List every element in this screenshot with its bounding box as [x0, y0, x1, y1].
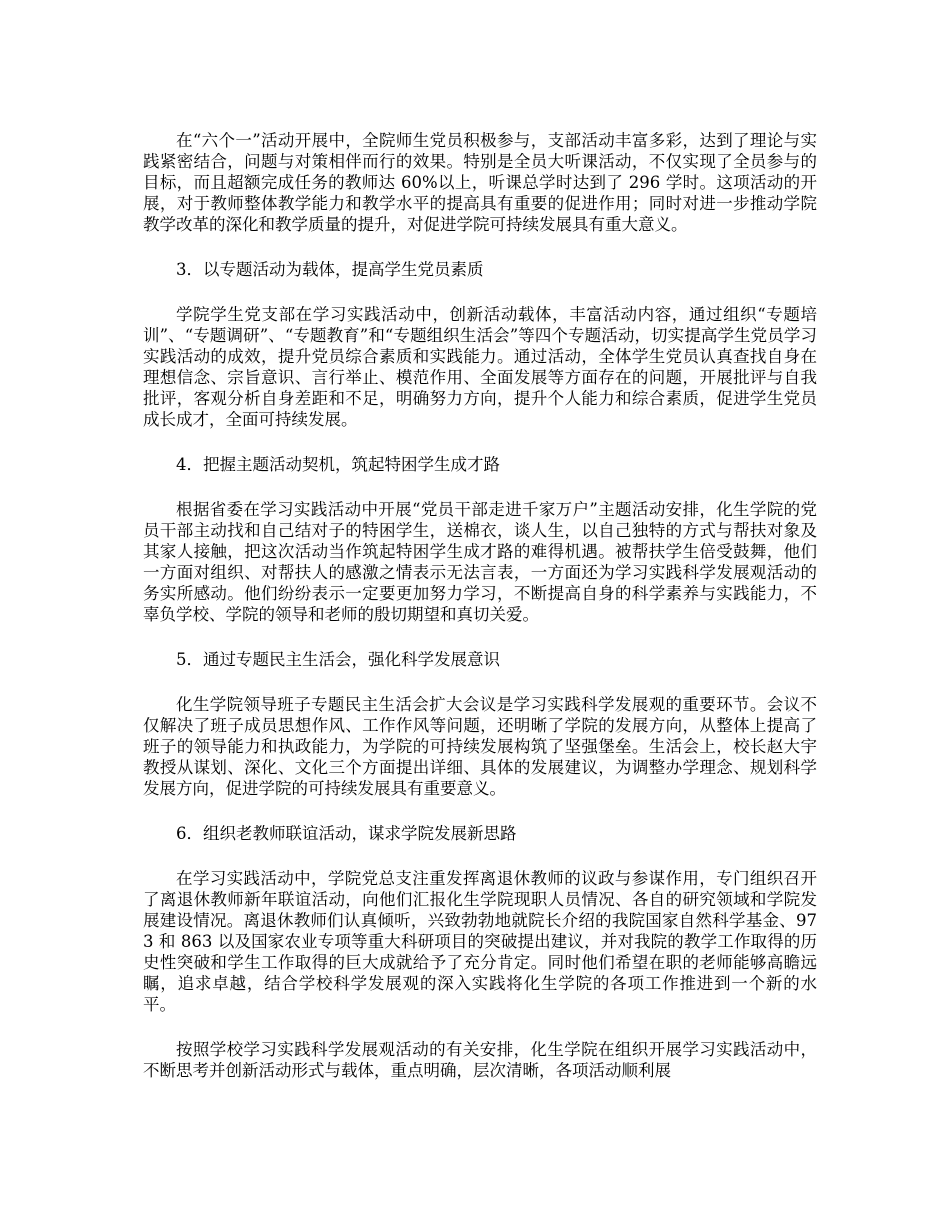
heading-section-6: 6．组织老教师联谊活动，谋求学院发展新思路	[176, 824, 517, 843]
heading-section-3: 3．以专题活动为载体，提高学生党员素质	[176, 260, 484, 279]
paragraph-student-party-branch: 学院学生党支部在学习实践活动中，创新活动载体，丰富活动内容，通过组织“专题培训”、“专题调研”、“专题教育”和“专题组织生活会”等四个专题活动，切实提高学生党员学习实践活动的成效，提升党员综合素质和实践能力。通过活动，全体学生党员认真查找自身在理想信念、宗旨意识、言行举止、模范作用、全面发展等方面存在的问题，开展批评与自我批评，客观分析自身差距和不足，明确努力方向，提升个人能力和综合素质，促进学生党员成长成才，全面可持续发展。	[143, 305, 817, 429]
paragraph-democratic-life-meeting: 化生学院领导班子专题民主生活会扩大会议是学习实践科学发展观的重要环节。会议不仅解决了班子成员思想作风、工作作风等问题，还明晰了学院的发展方向，从整体上提高了班子的领导能力和执政能力，为学院的可持续发展构筑了坚强堡垒。生活会上，校长赵大宇教授从谋划、深化、文化三个方面提出详细、具体的发展建议，为调整办学理念、规划科学发展方向，促进学院的可持续发展具有重要意义。	[143, 695, 817, 798]
paragraph-retired-teachers: 在学习实践活动中，学院党总支注重发挥离退休教师的议政与参谋作用，专门组织召开了离退休教师新年联谊活动，向他们汇报化生学院现职人员情况、各自的研究领域和学院发展建设情况。离退休教师们认真倾听，兴致勃勃地就院长介绍的我院国家自然科学基金、973 和 863 以及国家农业专项等重大科研项目的突破提出建议，并对我院的教学工作取得的历史性突破和学生工作取得的巨大成就给予了充分肯定。同时他们希望在职的老师能够高瞻远瞩，追求卓越，结合学校科学发展观的深入实践将化生学院的各项工作推进到一个新的水平。	[143, 869, 817, 1014]
heading-section-4: 4．把握主题活动契机，筑起特困学生成才路	[176, 455, 500, 474]
paragraph-poor-students-support: 根据省委在学习实践活动中开展“党员干部走进千家万户”主题活动安排，化生学院的党员干部主动找和自己结对子的特困学生，送棉衣，谈人生，以自己独特的方式与帮扶对象及其家人接触，把这次活动当作筑起特困学生成才路的难得机遇。被帮扶学生倍受鼓舞，他们一方面对组织、对帮扶人的感激之情表示无法言表，一方面还为学习实践科学发展观活动的务实所感动。他们纷纷表示一定要更加努力学习，不断提高自身的科学素养与实践能力，不辜负学校、学院的领导和老师的殷切期望和真切关爱。	[143, 500, 817, 624]
paragraph-closing: 按照学校学习实践科学发展观活动的有关安排，化生学院在组织开展学习实践活动中，不断思考并创新活动形式与载体，重点明确，层次清晰，各项活动顺利展	[143, 1040, 817, 1080]
paragraph-six-one-activity: 在“六个一”活动开展中，全院师生党员积极参与，支部活动丰富多彩，达到了理论与实践紧密结合，问题与对策相伴而行的效果。特别是全员大听课活动，不仅实现了全员参与的目标，而且超额完成任务的教师达 60%以上，听课总学时达到了 296 学时。这项活动的开展，对于教师整体教学能力和教学水平的提高具有重要的促进作用；同时对进一步推动学院教学改革的深化和教学质量的提升，对促进学院可持续发展具有重大意义。	[143, 131, 817, 234]
heading-section-5: 5．通过专题民主生活会，强化科学发展意识	[176, 650, 500, 669]
document-page	[143, 130, 817, 1081]
